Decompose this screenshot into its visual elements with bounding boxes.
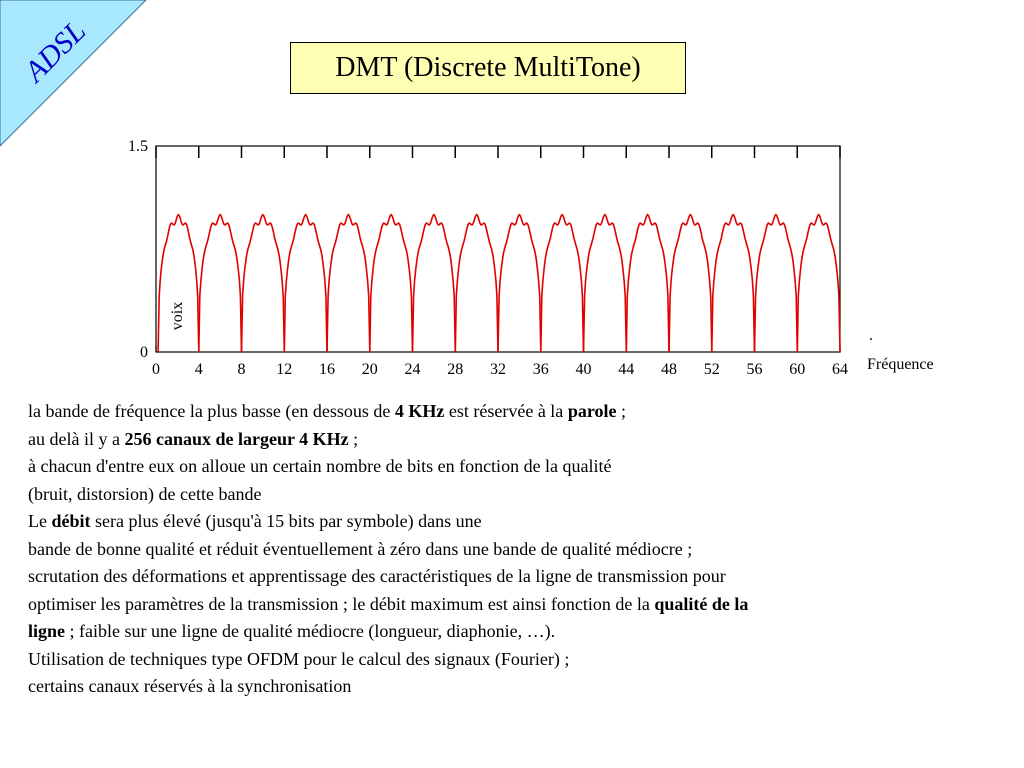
body-text-run: sera plus élevé (jusqu'à 15 bits par symbole) dans une xyxy=(90,511,482,531)
dot-annotation: . xyxy=(869,327,873,344)
body-text-run: Le xyxy=(28,511,52,531)
x-tick-label: 40 xyxy=(575,361,592,378)
x-tick-label: 52 xyxy=(703,361,720,378)
body-line xyxy=(28,536,988,564)
body-text-run: Utilisation de techniques type OFDM pour le calcul des signaux (Fourier) ; xyxy=(28,648,570,669)
x-tick-label: 32 xyxy=(490,361,506,378)
body-bold-run: 4 KHz xyxy=(394,401,445,421)
body-line xyxy=(28,426,988,454)
body-text xyxy=(28,398,988,701)
body-text-run: scrutation des déformations et apprentissage des caractéristiques de la ligne de transmission pour xyxy=(28,566,726,586)
x-tick-label: 48 xyxy=(661,361,677,378)
x-tick-label: 44 xyxy=(618,361,635,378)
x-tick-label: 0 xyxy=(152,361,160,378)
x-tick-label: 60 xyxy=(789,361,806,378)
body-text-run: est réservée à la xyxy=(444,401,568,421)
body-line xyxy=(28,563,988,591)
x-tick-label: 20 xyxy=(361,361,378,378)
corner-banner-text: ADSL xyxy=(18,14,93,89)
body-line xyxy=(28,481,988,509)
body-text-run: à chacun d'entre eux on alloue un certain nombre de bits en fonction de la qualité xyxy=(28,456,612,476)
body-bold-run: ligne xyxy=(28,621,66,641)
body-line xyxy=(28,618,988,646)
body-line xyxy=(28,646,988,674)
x-tick-label: 12 xyxy=(276,361,293,378)
body-line xyxy=(28,673,988,701)
body-text-run: (bruit, distorsion) de cette bande xyxy=(28,483,262,504)
body-text-run: certains canaux réservés à la synchronisation xyxy=(28,676,352,696)
x-tick-label: 8 xyxy=(237,361,246,378)
x-tick-label: 64 xyxy=(832,361,848,378)
x-tick-label: 4 xyxy=(194,361,203,378)
body-text-run: la bande de fréquence la plus basse (en dessous de xyxy=(28,401,395,421)
body-text-run: ; xyxy=(616,401,626,421)
voice-band-annotation: voix xyxy=(169,301,186,331)
x-tick-label: 56 xyxy=(746,361,763,378)
body-line xyxy=(28,398,988,426)
body-bold-run: qualité de la xyxy=(654,593,749,614)
body-text-run: optimiser les paramètres de la transmission ; le débit maximum est ainsi fonction de la xyxy=(28,593,655,614)
body-text-run: ; xyxy=(348,428,359,449)
x-tick-label: 28 xyxy=(447,361,464,378)
x-axis-label: Fréquence xyxy=(867,356,934,373)
body-line xyxy=(28,453,988,481)
x-axis-tick-labels xyxy=(152,361,848,378)
body-line xyxy=(28,508,988,536)
body-text-run: bande de bonne qualité et réduit éventuellement à zéro dans une bande de qualité médiocre ; xyxy=(28,538,693,559)
x-tick-label: 24 xyxy=(404,361,421,378)
y-axis-tick-labels xyxy=(128,138,148,361)
body-text-run: ; faible sur une ligne de qualité médiocre (longueur, diaphonie, …). xyxy=(65,621,556,641)
body-line xyxy=(28,591,988,619)
body-bold-run: parole xyxy=(567,401,617,421)
slide-title-text: DMT (Discrete MultiTone) xyxy=(335,52,641,83)
y-tick-label: 0 xyxy=(140,344,148,361)
body-text-run: au delà il y a xyxy=(28,428,125,449)
y-tick-label: 1.5 xyxy=(128,138,148,155)
x-tick-label: 36 xyxy=(532,361,549,378)
x-tick-label: 16 xyxy=(319,361,335,378)
body-bold-run: 256 canaux de largeur 4 KHz xyxy=(124,428,349,449)
body-bold-run: débit xyxy=(51,511,91,531)
